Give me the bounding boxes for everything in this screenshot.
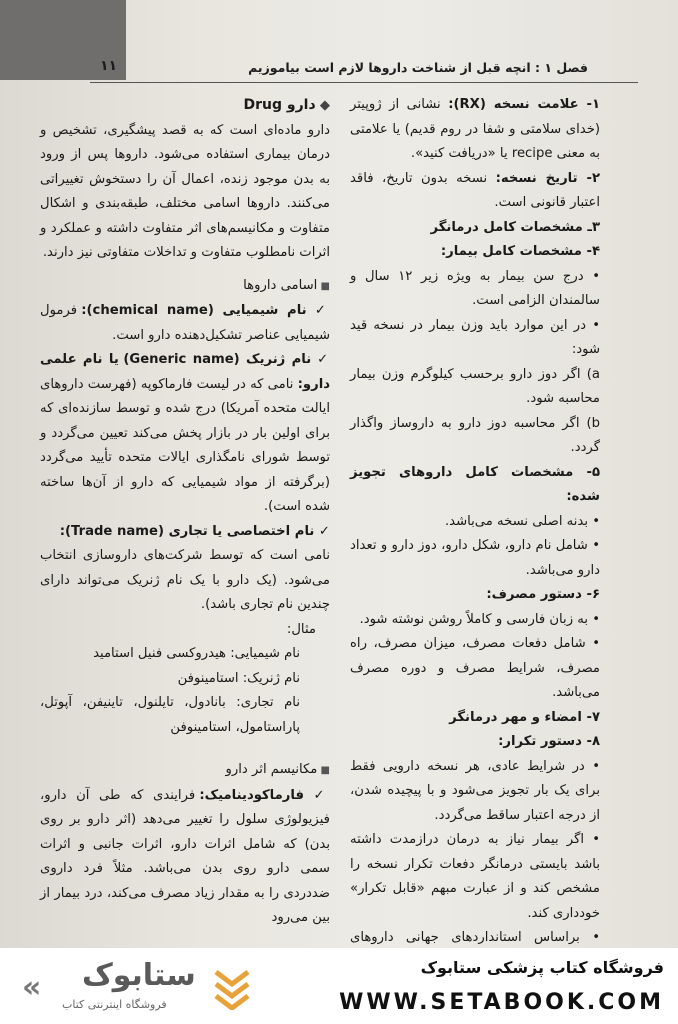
paragraph-text: به زبان فارسی و کاملاً روشن نوشته شود.	[359, 611, 589, 627]
right-paragraph	[350, 363, 600, 412]
right-paragraph	[350, 828, 600, 926]
right-paragraph	[350, 510, 600, 535]
right-paragraph	[350, 632, 600, 706]
example-generic: نام ژنریک: استامینوفن	[177, 670, 300, 686]
paragraph-heading: ۷- امضاء و مهر درمانگر	[449, 709, 600, 725]
paragraph-heading: ۱- علامت نسخه (RX):	[448, 97, 600, 112]
right-paragraph	[350, 730, 600, 755]
example-chemical: نام شیمیایی: هیدروکسی فنیل استامید	[93, 646, 300, 661]
paragraph-text: b) اگر محاسبه دوز دارو به داروساز واگذار گردد.	[350, 415, 600, 455]
paragraph-text: بدنه اصلی نسخه می‌باشد.	[444, 513, 589, 529]
right-paragraph	[350, 314, 600, 363]
drug-paragraph: دارو ماده‌ای است که به قصد پیشگیری، تشخیص و درمان بیماری استفاده می‌شود. داروها پس از ورود به بدن موجود زنده، اعمال آن را دستخوش تغییراتی می‌کنند. داروها اسامی مختلف، طبقه‌بندی و اشکال متفاوت و مکانیسم‌های اثر متفاوت داشته و عملکرد و اثرات نامطلوب متفاوت و تداخلات متفاوتی نیز دارند.	[40, 122, 330, 260]
paragraph-text: شامل نام دارو، شکل دارو، دوز دارو و تعداد دارو می‌باشد.	[350, 538, 600, 578]
chemical-name-text: فرمول شیمیایی عناصر تشکیل‌دهنده دارو است.	[40, 303, 330, 343]
right-paragraph	[350, 240, 600, 265]
stacked-chevrons-icon	[212, 962, 252, 1010]
chemical-name-label: نام شیمیایی (chemical name):	[81, 303, 307, 318]
diamond-icon: ◆	[315, 98, 330, 113]
logo-subtitle: فروشگاه اینترنتی کتاب	[62, 998, 167, 1011]
paragraph-text: اگر بیمار نیاز به درمان درازمدت داشته باشد بایستی درمانگر دفعات تکرار نسخه را مشخص کند و از عبارت مبهم «قابل تکرار» خودداری کند.	[350, 832, 600, 921]
paragraph-text: در این موارد باید وزن بیمار در نسخه قید شود:	[350, 317, 600, 357]
paragraph-text: درج سن بیمار به ویژه زیر ۱۲ سال و سالمندان الزامی است.	[350, 268, 600, 308]
right-paragraph	[350, 167, 600, 216]
right-paragraph	[350, 93, 600, 167]
pharmacodynamics-item	[40, 784, 330, 931]
logo-word: ستابوک	[82, 958, 196, 993]
paragraph-text: a) اگر دوز دارو برحسب کیلوگرم وزن بیمار محاسبه شود.	[350, 366, 600, 406]
right-paragraph	[350, 608, 600, 633]
paragraph-text: نشانی از ژوپیتر (خدای سلامتی و شفا در روم قدیم) یا علامتی به معنی recipe یا «دریافت کنید».	[350, 97, 600, 161]
generic-name-label: نام ژنریک (Generic name) یا نام علمی دارو:	[40, 352, 330, 392]
paragraph-heading: ۶- دستور مصرف:	[486, 587, 600, 602]
trade-name-text: نامی است که توسط شرکت‌های داروسازی انتخاب می‌شود. (یک دارو با یک نام ژنریک می‌تواند دارای چندین نام تجاری باشد).	[40, 548, 330, 612]
paragraph-text: شامل دفعات مصرف، میزان مصرف، راه مصرف، شرایط مصرف و دوره مصرف می‌باشد.	[350, 636, 600, 700]
example-label: مثال:	[286, 621, 316, 637]
right-paragraph	[350, 755, 600, 829]
double-chevron-icon: «	[22, 970, 42, 1005]
drug-heading	[40, 93, 330, 119]
left-column	[40, 93, 330, 931]
right-paragraph	[350, 926, 600, 948]
paragraph-text: نسخه بدون تاریخ، فاقد اعتبار قانونی است.	[350, 170, 600, 210]
drug-title: دارو Drug	[243, 97, 316, 113]
store-logo[interactable]	[22, 958, 252, 1016]
paragraph-heading: ۳ـ مشخصات کامل درمانگر	[430, 219, 600, 235]
right-paragraph	[350, 534, 600, 583]
right-paragraph	[350, 412, 600, 461]
chapter-header: فصل ۱ : انچه قبل از شناخت داروها لازم است بیاموزیم	[248, 60, 588, 75]
right-paragraph	[350, 706, 600, 731]
example-trade: نام تجاری: بانادول، تایلنول، تاینیفن، آپوتل، پاراستامول، استامینوفن	[40, 695, 300, 735]
paragraph-heading: ۸- دستور تکرار:	[498, 734, 600, 749]
pharmacodynamics-text: فرایندی که طی آن دارو، فیزیولوژی سلول را تغییر می‌دهد (اثر دارو بر روی بدن) که شامل اثرات دارو، اثرات جانبی و اثرات سمی دارو روی بدن می‌باشد. مثلاً فرد داروی ضددردی را به مقدار زیاد مصرف می‌کند، درد بیمار از بین می‌رود	[40, 787, 330, 925]
generic-name-text: نامی که در لیست فارماکوپه (فهرست داروهای ایالت متحده آمریکا) درج شده و توسط سازنده‌ای که برای اولین بار در بازار پخش می‌کند تعیین می‌گردد و توسط شورای نامگذاری ایالات متحده تأیید می‌گردد (برگرفته از مواد شیمیایی که دارو از آن‌ها ساخته شده است).	[40, 376, 330, 514]
header-rule	[90, 82, 638, 83]
names-heading: ■ اسامی داروها	[40, 274, 330, 300]
right-paragraph	[350, 583, 600, 608]
paragraph-heading: ۵- مشخصات کامل داروهای تجویز شده:	[350, 464, 600, 504]
right-paragraph	[350, 461, 600, 510]
paragraph-heading: ۴- مشخصات کامل بیمار:	[440, 244, 600, 259]
trade-name-label: ✓ نام اختصاصی یا تجاری (Trade name):	[40, 520, 330, 545]
paragraph-heading: ۲- تاریخ نسخه:	[495, 170, 600, 186]
paragraph-text: در شرایط عادی، هر نسخه دارویی فقط برای یک بار تجویز می‌شود و با پیچیده شدن، از درجه اعتبار ساقط می‌گردد.	[350, 758, 600, 823]
right-paragraph	[350, 265, 600, 314]
generic-name-item	[40, 348, 330, 520]
page-number: ۱۱	[100, 58, 118, 74]
right-paragraph	[350, 216, 600, 241]
mechanism-heading: ■ مکانیسم اثر دارو	[40, 758, 330, 784]
store-url[interactable]: WWW.SETABOOK.COM	[339, 990, 664, 1015]
store-name: فروشگاه کتاب پزشکی ستابوک	[420, 958, 664, 977]
pharmacodynamics-label: فارماکودینامیک:	[199, 787, 304, 803]
chemical-name-item	[40, 299, 330, 348]
right-column	[350, 93, 600, 948]
paragraph-text: براساس استانداردهای جهانی داروهای	[350, 930, 580, 945]
